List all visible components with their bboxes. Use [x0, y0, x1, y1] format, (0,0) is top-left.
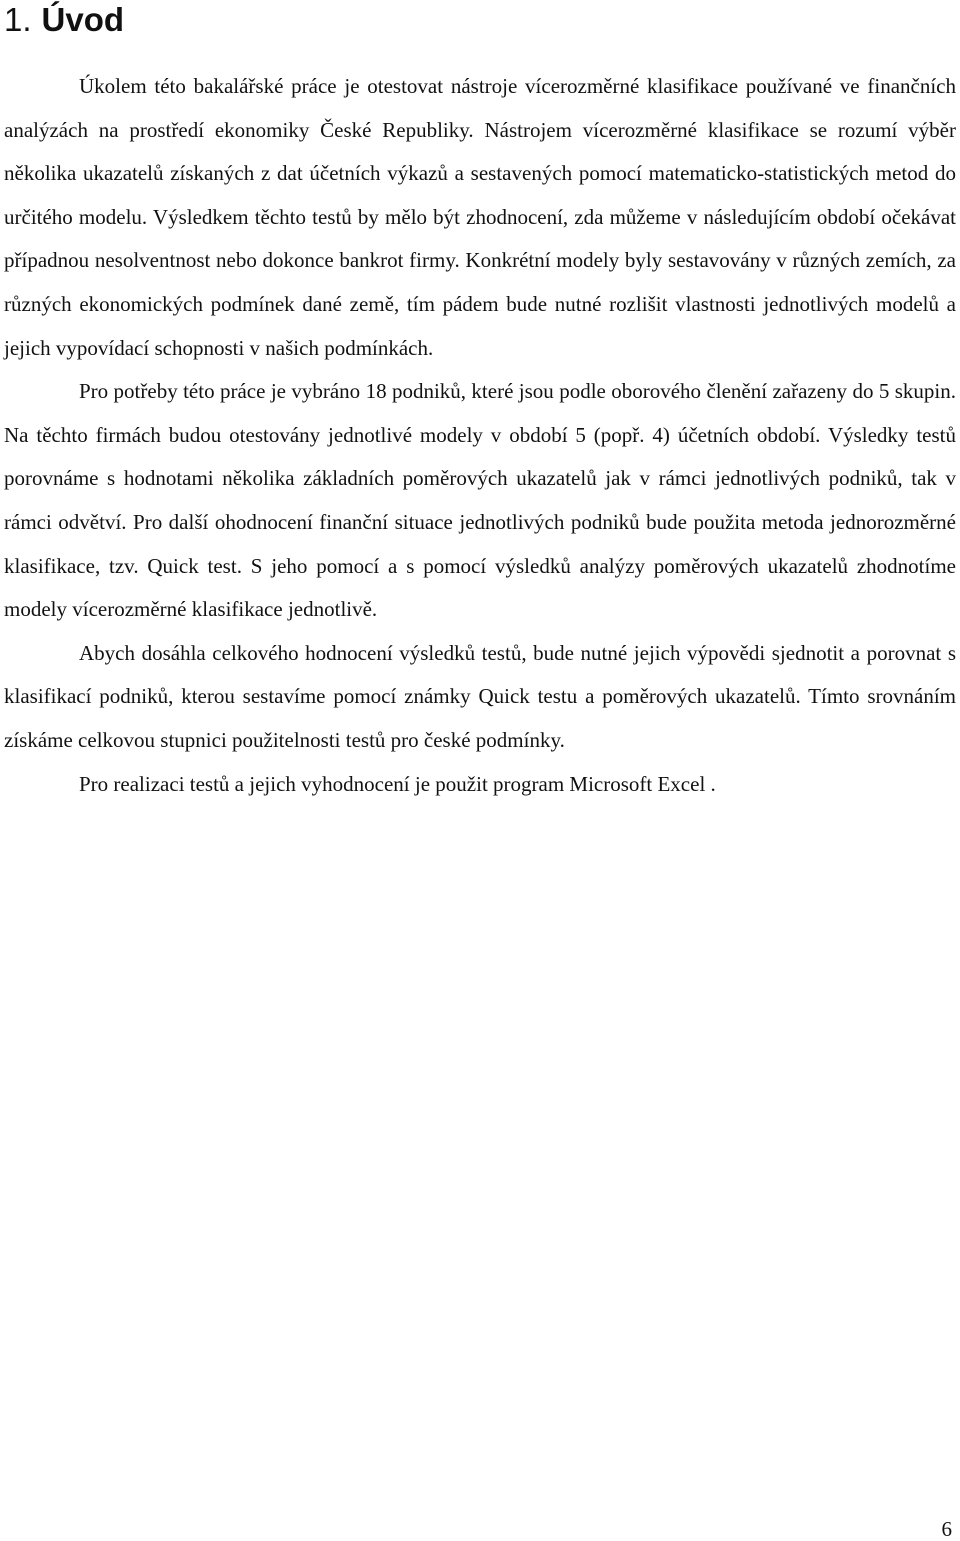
- page-number: 6: [941, 1517, 952, 1541]
- paragraph: Abych dosáhla celkového hodnocení výsledků testů, bude nutné jejich výpovědi sjednotit a porovnat s klasifikací podniků, kterou sestavíme pomocí známky Quick testu a poměrových ukazatelů. Tímto srovnáním získáme celkovou stupnici použitelnosti testů pro české podmínky.: [4, 640, 956, 752]
- paragraph: Úkolem této bakalářské práce je otestovat nástroje vícerozměrné klasifikace používané ve finančních analýzách na prostředí ekonomiky České Republiky. Nástrojem vícerozměrné klasifikace se rozumí výběr několika ukazatelů získaných z dat účetních výkazů a sestavených pomocí matematicko-statistických metod do určitého modelu. Výsledkem těchto testů by mělo být zhodnocení, zda můžeme v následujícím období očekávat případnou nesolventnost nebo dokonce bankrot firmy. Konkrétní modely byly sestavovány v různých zemích, za různých ekonomických podmínek dané země, tím pádem bude nutné rozlišit vlastnosti jednotlivých modelů a jejich vypovídací schopnosti v našich podmínkách.: [4, 74, 956, 360]
- chapter-number: 1.: [4, 1, 32, 38]
- chapter-body: [4, 65, 956, 806]
- chapter-heading: [4, 0, 124, 40]
- paragraph: Pro realizaci testů a jejich vyhodnocení je použit program Microsoft Excel .: [79, 771, 716, 796]
- paragraph: Pro potřeby této práce je vybráno 18 podniků, které jsou podle oborového členění zařazeny do 5 skupin. Na těchto firmách budou otestovány jednotlivé modely v období 5 (popř. 4) účetních období. Výsledky testů porovnáme s hodnotami několika základních poměrových ukazatelů jak v rámci jednotlivých podniků, tak v rámci odvětví. Pro další ohodnocení finanční situace jednotlivých podniků bude použita metoda jednorozměrné klasifikace, tzv. Quick test. S jeho pomocí a s pomocí výsledků analýzy poměrových ukazatelů zhodnotíme modely vícerozměrné klasifikace jednotlivě.: [4, 379, 956, 622]
- chapter-title: Úvod: [41, 1, 125, 38]
